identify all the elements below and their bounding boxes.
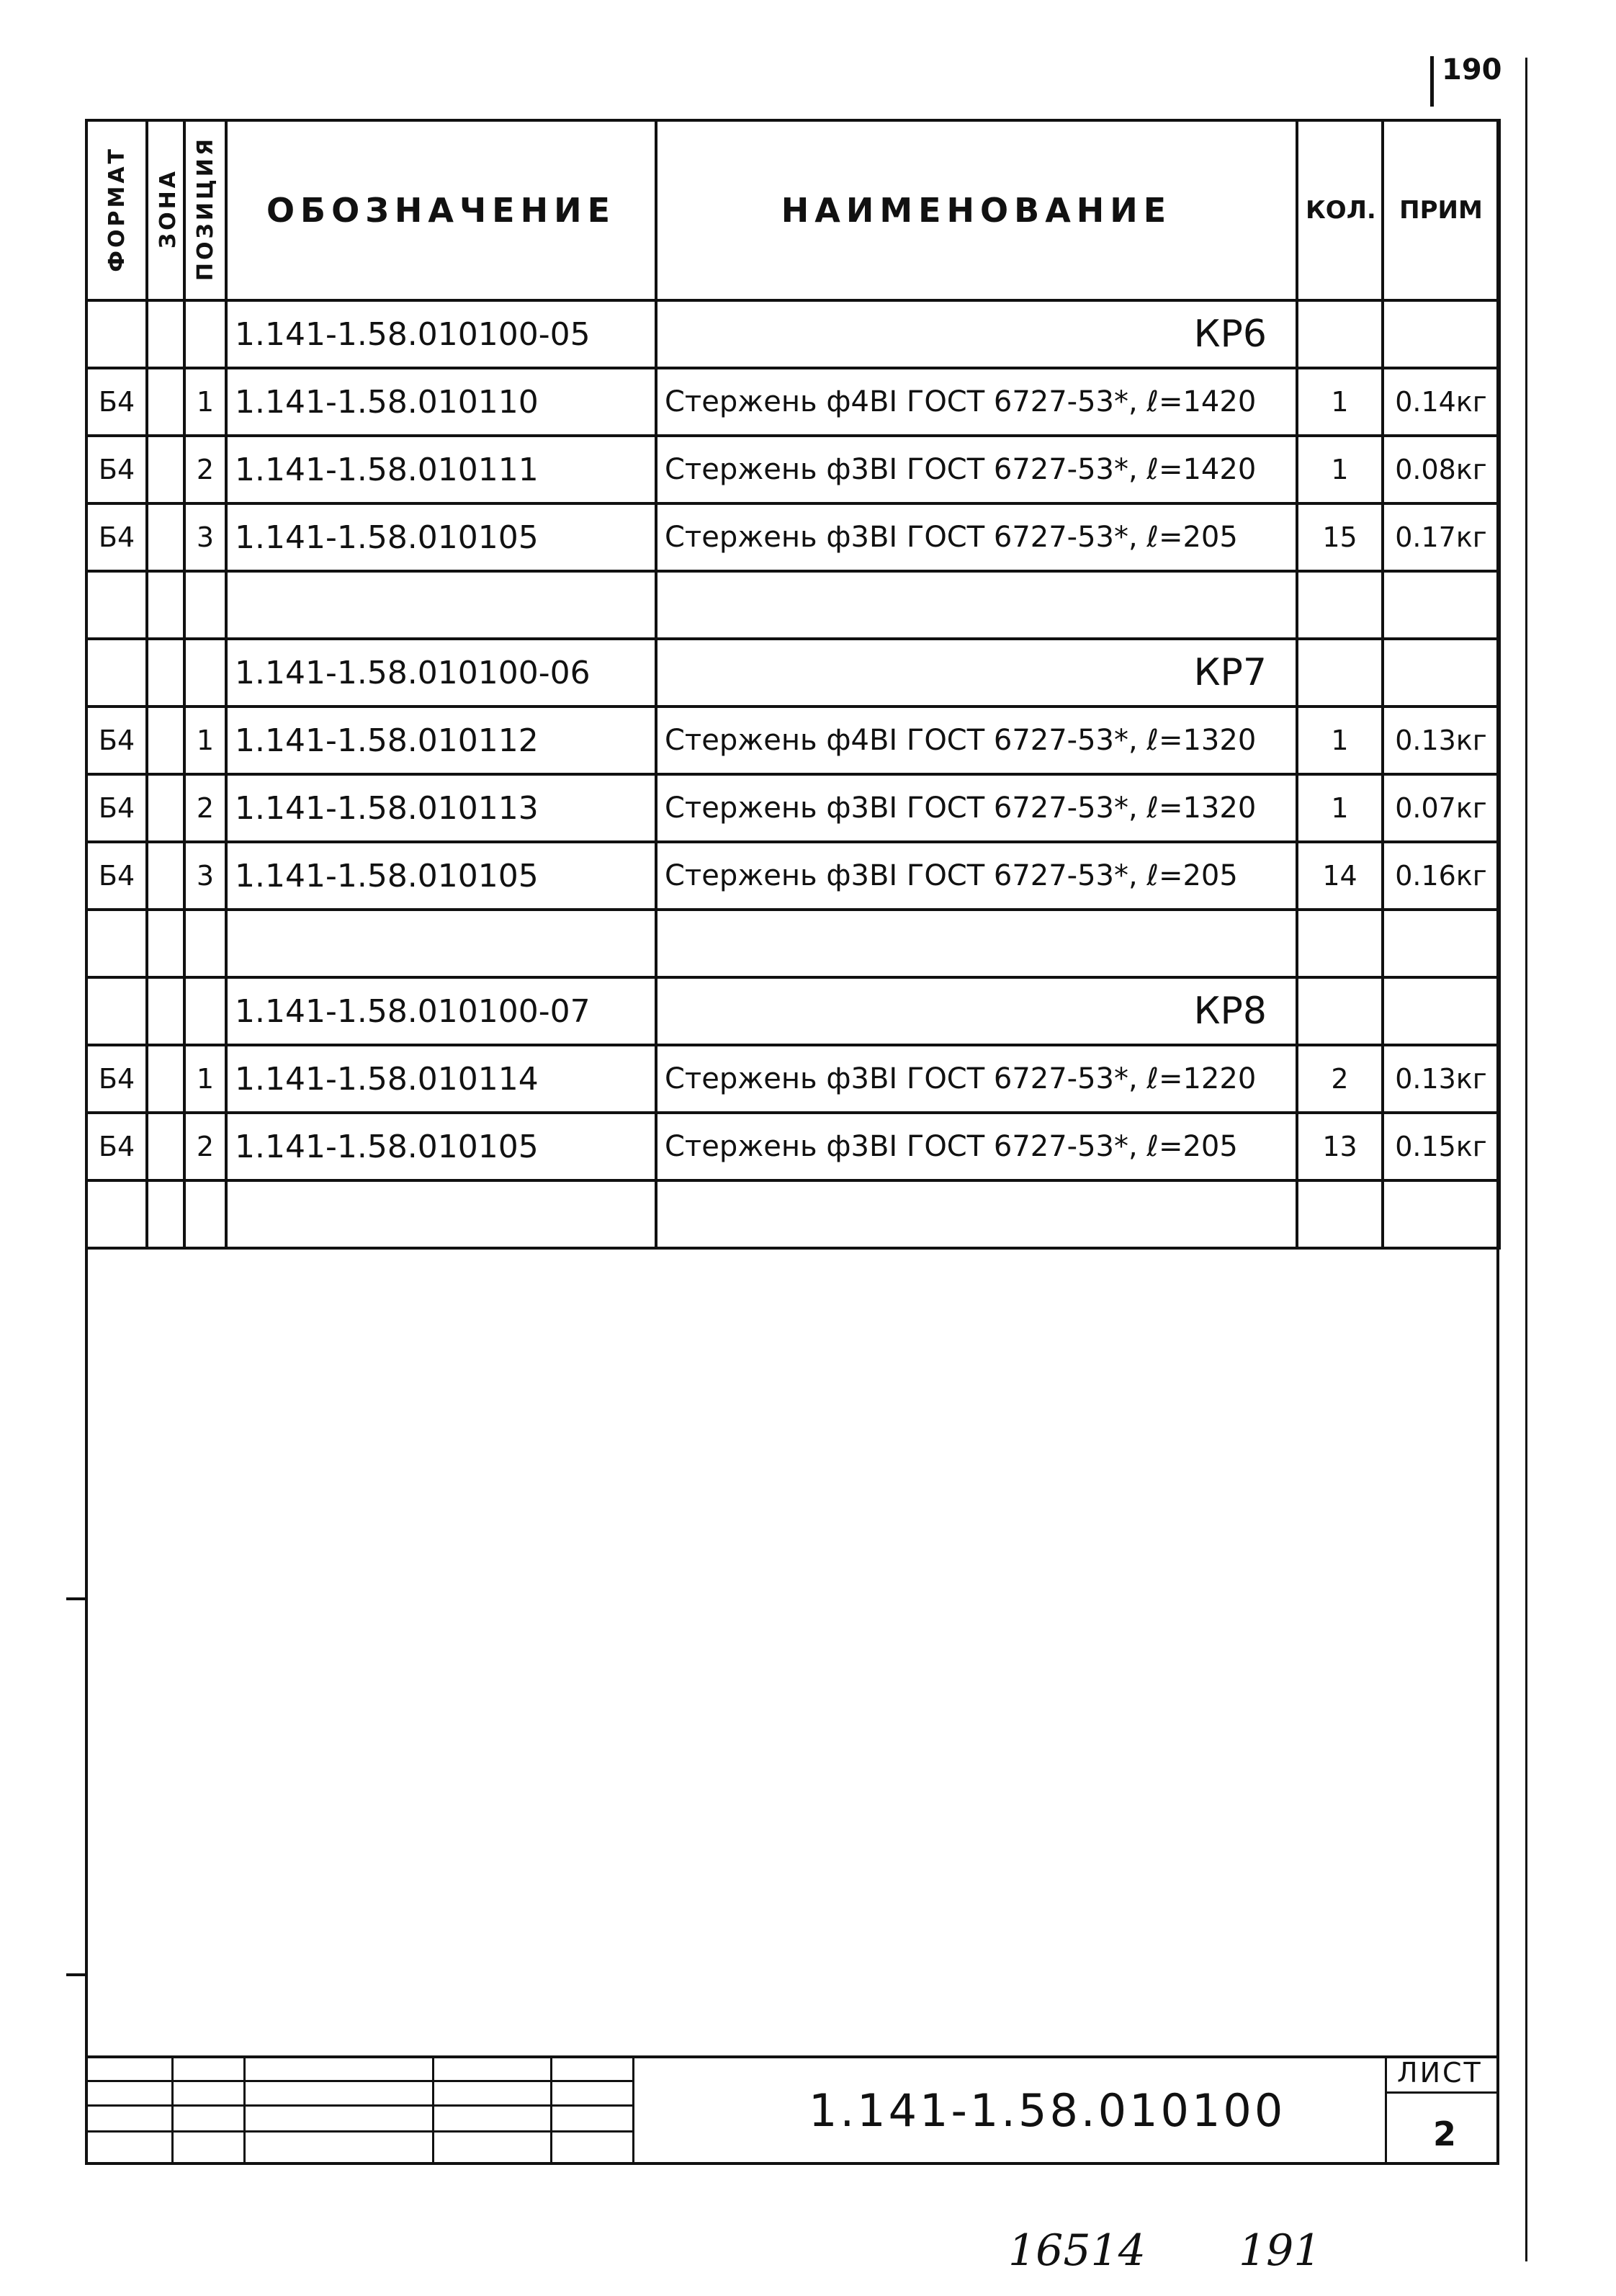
cell-note: 0.08кг <box>1383 436 1499 503</box>
cell-qty: 2 <box>1297 1045 1383 1113</box>
page-number: 190 <box>1442 53 1502 86</box>
cell-zone <box>147 1180 184 1248</box>
cell-name: Стержень ф3ВI ГОСТ 6727-53*, ℓ=1220 <box>656 1045 1297 1113</box>
cell-name: Стержень ф4ВI ГОСТ 6727-53*, ℓ=1320 <box>656 707 1297 774</box>
cell-note: 0.13кг <box>1383 1045 1499 1113</box>
cell-designation: 1.141-1.58.010100-05 <box>226 300 656 368</box>
cell-designation: 1.141-1.58.010105 <box>226 842 656 910</box>
cell-position: 1 <box>184 707 226 774</box>
table-row <box>86 910 1499 977</box>
cell-format <box>86 1180 147 1248</box>
cell-qty <box>1297 910 1383 977</box>
cell-qty: 13 <box>1297 1113 1383 1180</box>
cell-name: Стержень ф3ВI ГОСТ 6727-53*, ℓ=205 <box>656 842 1297 910</box>
header-designation: ОБОЗНАЧЕНИЕ <box>226 120 656 300</box>
cell-format <box>86 639 147 707</box>
table-row <box>86 774 1499 842</box>
table-row <box>86 1113 1499 1180</box>
group-row <box>86 977 1499 1045</box>
header-qty: КОЛ. <box>1297 120 1383 300</box>
group-row <box>86 639 1499 707</box>
page-number-bar <box>1430 56 1434 107</box>
cell-designation <box>226 571 656 639</box>
cell-qty: 1 <box>1297 774 1383 842</box>
cell-name <box>656 910 1297 977</box>
cell-format: Б4 <box>86 436 147 503</box>
cell-zone <box>147 977 184 1045</box>
cell-designation: 1.141-1.58.010114 <box>226 1045 656 1113</box>
header-position: ПОЗИЦИЯ <box>184 120 226 300</box>
header-note: ПРИМ <box>1383 120 1499 300</box>
cell-zone <box>147 503 184 571</box>
cell-designation: 1.141-1.58.010105 <box>226 1113 656 1180</box>
cell-format <box>86 300 147 368</box>
cell-position <box>184 977 226 1045</box>
cell-position: 2 <box>184 774 226 842</box>
table-row <box>86 842 1499 910</box>
cell-note: 0.14кг <box>1383 368 1499 436</box>
cell-position: 1 <box>184 1045 226 1113</box>
specification-table <box>85 119 1501 1250</box>
cell-format <box>86 910 147 977</box>
cell-format: Б4 <box>86 707 147 774</box>
cell-zone <box>147 571 184 639</box>
cell-position <box>184 639 226 707</box>
table-row <box>86 368 1499 436</box>
sheet-number: 2 <box>1433 2115 1457 2153</box>
cell-format: Б4 <box>86 368 147 436</box>
cell-name: Стержень ф3ВI ГОСТ 6727-53*, ℓ=1420 <box>656 436 1297 503</box>
cell-format <box>86 571 147 639</box>
cell-qty <box>1297 300 1383 368</box>
cell-format: Б4 <box>86 1045 147 1113</box>
cell-position: 3 <box>184 842 226 910</box>
cell-zone <box>147 774 184 842</box>
handwritten-page: 191 <box>1239 2225 1321 2276</box>
cell-qty: 1 <box>1297 707 1383 774</box>
cell-note <box>1383 977 1499 1045</box>
cell-designation: 1.141-1.58.010113 <box>226 774 656 842</box>
cell-qty: 1 <box>1297 368 1383 436</box>
cell-designation: 1.141-1.58.010110 <box>226 368 656 436</box>
cell-name: Стержень ф3ВI ГОСТ 6727-53*, ℓ=205 <box>656 503 1297 571</box>
cell-zone <box>147 436 184 503</box>
sheet-label: ЛИСТ <box>1397 2057 1483 2089</box>
cell-qty <box>1297 639 1383 707</box>
table-row <box>86 707 1499 774</box>
cell-qty: 14 <box>1297 842 1383 910</box>
table-row <box>86 1180 1499 1248</box>
cell-name: Стержень ф3ВI ГОСТ 6727-53*, ℓ=1320 <box>656 774 1297 842</box>
margin-tick <box>66 1973 88 1976</box>
cell-note <box>1383 571 1499 639</box>
cell-zone <box>147 842 184 910</box>
cell-note: 0.13кг <box>1383 707 1499 774</box>
cell-designation <box>226 910 656 977</box>
cell-name <box>656 571 1297 639</box>
cell-note <box>1383 910 1499 977</box>
cell-note: 0.16кг <box>1383 842 1499 910</box>
cell-designation: 1.141-1.58.010112 <box>226 707 656 774</box>
cell-format <box>86 977 147 1045</box>
cell-format: Б4 <box>86 503 147 571</box>
cell-name: КР7 <box>656 639 1297 707</box>
cell-note <box>1383 300 1499 368</box>
cell-note: 0.15кг <box>1383 1113 1499 1180</box>
table-row <box>86 436 1499 503</box>
header-format: ФОРМАТ <box>86 120 147 300</box>
cell-format: Б4 <box>86 842 147 910</box>
cell-qty: 15 <box>1297 503 1383 571</box>
cell-position: 2 <box>184 436 226 503</box>
cell-qty: 1 <box>1297 436 1383 503</box>
cell-designation <box>226 1180 656 1248</box>
header-name: НАИМЕНОВАНИЕ <box>656 120 1297 300</box>
cell-name <box>656 1180 1297 1248</box>
cell-note <box>1383 1180 1499 1248</box>
table-row <box>86 571 1499 639</box>
cell-zone <box>147 910 184 977</box>
cell-designation: 1.141-1.58.010100-06 <box>226 639 656 707</box>
cell-zone <box>147 639 184 707</box>
group-row <box>86 300 1499 368</box>
cell-zone <box>147 368 184 436</box>
cell-position <box>184 571 226 639</box>
cell-name: Стержень ф4ВI ГОСТ 6727-53*, ℓ=1420 <box>656 368 1297 436</box>
cell-position <box>184 910 226 977</box>
table-header-row <box>86 120 1499 300</box>
cell-format: Б4 <box>86 774 147 842</box>
cell-name: Стержень ф3ВI ГОСТ 6727-53*, ℓ=205 <box>656 1113 1297 1180</box>
cell-note <box>1383 639 1499 707</box>
cell-designation: 1.141-1.58.010111 <box>226 436 656 503</box>
cell-note: 0.17кг <box>1383 503 1499 571</box>
cell-format: Б4 <box>86 1113 147 1180</box>
cell-position: 2 <box>184 1113 226 1180</box>
header-zone: ЗОНА <box>147 120 184 300</box>
table-row <box>86 503 1499 571</box>
handwritten-number: 16514 <box>1008 2225 1146 2276</box>
cell-designation: 1.141-1.58.010105 <box>226 503 656 571</box>
cell-zone <box>147 707 184 774</box>
cell-position <box>184 1180 226 1248</box>
margin-tick <box>66 1597 88 1600</box>
table-row <box>86 1045 1499 1113</box>
cell-name: КР6 <box>656 300 1297 368</box>
cell-zone <box>147 1045 184 1113</box>
cell-position <box>184 300 226 368</box>
table-body <box>86 300 1499 1248</box>
cell-qty <box>1297 571 1383 639</box>
cell-qty <box>1297 977 1383 1045</box>
cell-position: 1 <box>184 368 226 436</box>
document-number: 1.141-1.58.010100 <box>809 2084 1286 2137</box>
cell-designation: 1.141-1.58.010100-07 <box>226 977 656 1045</box>
frame-far-right <box>1525 58 1527 2261</box>
cell-qty <box>1297 1180 1383 1248</box>
cell-zone <box>147 1113 184 1180</box>
cell-note: 0.07кг <box>1383 774 1499 842</box>
cell-zone <box>147 300 184 368</box>
cell-name: КР8 <box>656 977 1297 1045</box>
cell-position: 3 <box>184 503 226 571</box>
title-block <box>85 2055 1498 2163</box>
